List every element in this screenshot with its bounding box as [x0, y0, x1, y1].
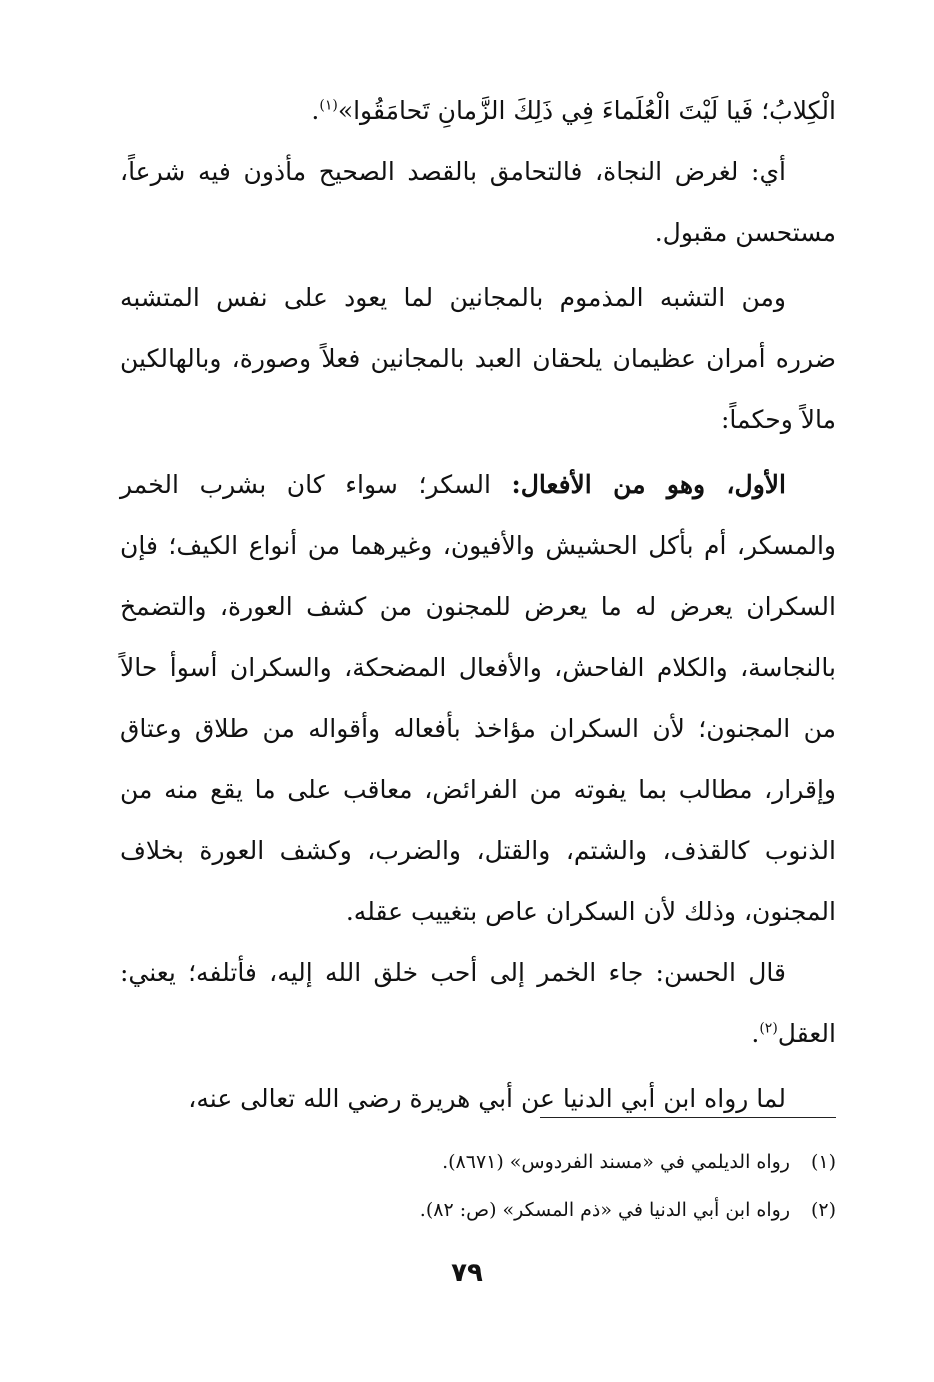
footnote-1 — [120, 1138, 836, 1186]
main-text — [120, 80, 836, 1129]
paragraph-3: ومن التشبه المذموم بالمجانين لما يعود على نفس المتشبه ضرره أمران عظيمان يلحقان العبد بالمجانين فعلاً وصورة، وبالهالكين مالاً وحكماً: — [120, 283, 836, 434]
footnote-ref-1: (١) — [319, 97, 338, 114]
footnote-ref-2: (٢) — [759, 1020, 778, 1037]
footnote-2-number: (٢) — [810, 1199, 836, 1221]
footnote-2 — [120, 1186, 836, 1234]
paragraph-4-heading: الأول، وهو من الأفعال: — [511, 470, 786, 499]
paragraph-5-end: . — [751, 1019, 760, 1048]
footnote-1-text: رواه الديلمي في «مسند الفردوس» (٨٦٧١). — [442, 1151, 790, 1173]
paragraph-4 — [120, 454, 836, 942]
footnotes — [120, 1138, 836, 1234]
paragraph-1-end: . — [311, 96, 320, 125]
page-number: ٧٩ — [451, 1258, 483, 1288]
paragraph-1 — [120, 80, 836, 141]
paragraph-1-text: الْكِلابُ؛ فَيا لَيْتَ الْعُلَماءَ فِي ذَلِكَ الزَّمانِ تَحامَقُوا» — [337, 96, 836, 125]
footnote-1-number: (١) — [810, 1151, 836, 1173]
paragraph-5-text: قال الحسن: جاء الخمر إلى أحب خلق الله إليه، فأتلفه؛ يعني: العقل — [120, 958, 836, 1048]
footnote-separator — [540, 1117, 836, 1118]
footnote-2-text: رواه ابن أبي الدنيا في «ذم المسكر» (ص: ٨٢). — [419, 1199, 790, 1221]
paragraph-4-text: السكر؛ سواء كان بشرب الخمر والمسكر، أم بأكل الحشيش والأفيون، وغيرهما من أنواع الكيف؛ فإن السكران يعرض له ما يعرض للمجنون من كشف العورة، والتضمخ بالنجاسة، والكلام الفاحش، والأفعال المضحكة، والسكران أسوأ حالاً من المجنون؛ لأن السكران مؤاخذ بأفعاله وأقواله من طلاق وعتاق وإقرار، مطالب بما يفوته من الفرائض، معاقب على ما يقع منه من الذنوب كالقذف، والشتم، والقتل، والضرب، وكشف العورة بخلاف المجنون، وذلك لأن السكران عاص بتغييب عقله. — [120, 470, 836, 926]
paragraph-2: أي: لغرض النجاة، فالتحامق بالقصد الصحيح مأذون فيه شرعاً، مستحسن مقبول. — [120, 157, 836, 247]
paragraph-6: لما رواه ابن أبي الدنيا عن أبي هريرة رضي الله تعالى عنه، — [188, 1084, 786, 1113]
paragraph-5 — [120, 942, 836, 1064]
